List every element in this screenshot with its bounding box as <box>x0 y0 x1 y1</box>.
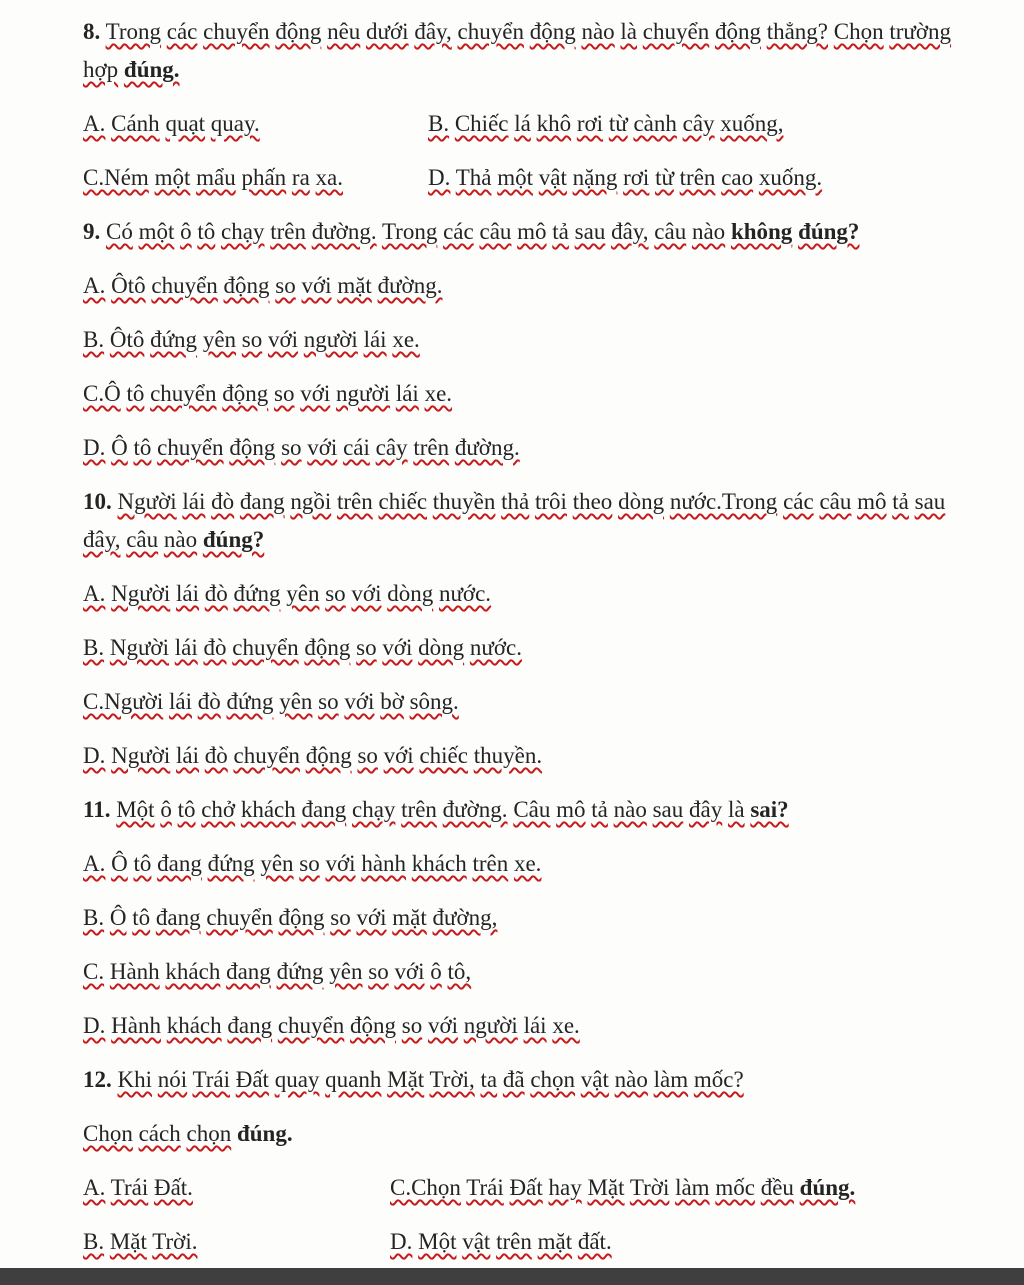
question-11-stem <box>83 791 984 829</box>
question-8-option-a: A. Cánh quạt quay. <box>83 111 260 136</box>
question-10-text: Người lái đò đang ngồi trên chiếc thuyền thả trôi theo dòng nước.Trong các câu mô tả sau đây, câu nào <box>83 489 946 552</box>
question-9-stem <box>83 213 984 251</box>
question-11-text: Một ô tô chở khách đang chạy trên đường. Câu mô tả nào sau đây là <box>116 797 745 822</box>
question-12-option-c-text: C.Chọn Trái Đất hay Mặt Trời làm mốc đều <box>390 1175 794 1200</box>
question-8-option-d: D. Thả một vật nặng rơi từ trên cao xuống. <box>428 165 823 190</box>
question-11-option-b: B. Ô tô đang chuyển động so với mặt đường, <box>83 905 498 930</box>
question-9-option-a: A. Ôtô chuyển động so với mặt đường. <box>83 273 443 298</box>
question-12-stem <box>83 1061 984 1099</box>
question-10 <box>83 483 984 775</box>
question-12-options-row-2 <box>83 1223 984 1261</box>
question-10-keyword: đúng? <box>202 527 265 552</box>
question-12-option-c <box>390 1169 855 1207</box>
question-11 <box>83 791 984 1045</box>
question-8 <box>83 13 984 197</box>
question-10-option-a: A. Người lái đò đứng yên so với dòng nước. <box>83 581 492 606</box>
question-12-options-row-1 <box>83 1169 984 1207</box>
question-8-number: 8. <box>83 19 101 44</box>
bottom-dark-strip <box>0 1268 1024 1285</box>
question-9-option-d: D. Ô tô chuyển động so với cái cây trên đường. <box>83 435 520 460</box>
question-9-option-c: C.Ô tô chuyển động so với người lái xe. <box>83 381 453 406</box>
question-8-option-c: C.Ném một mẩu phấn ra xa. <box>83 165 344 190</box>
question-9-number: 9. <box>83 219 101 244</box>
question-8-text: Trong các chuyển động nêu dưới đây, chuyển động nào là chuyển động thẳng? Chọn trường hợp <box>83 19 952 82</box>
question-10-option-d: D. Người lái đò chuyển động so với chiếc thuyền. <box>83 743 543 768</box>
question-12-instruction-keyword: đúng. <box>236 1121 293 1146</box>
question-12-option-c-keyword: đúng. <box>799 1175 856 1200</box>
question-9-keyword: không đúng? <box>730 219 860 244</box>
question-8-options-row-2 <box>83 159 984 197</box>
question-9-text: Có một ô tô chạy trên đường. Trong các câu mô tả sau đây, câu nào <box>106 219 726 244</box>
question-8-options-row-1 <box>83 105 984 143</box>
question-11-keyword: sai? <box>750 797 789 822</box>
question-8-option-b: B. Chiếc lá khô rơi từ cành cây xuống, <box>428 111 784 136</box>
question-12-text: Khi nói Trái Đất quay quanh Mặt Trời, ta đã chọn vật nào làm mốc? <box>117 1067 744 1092</box>
question-11-number: 11. <box>83 797 111 822</box>
question-12-instruction-text: Chọn cách chọn <box>83 1121 232 1146</box>
question-11-option-d: D. Hành khách đang chuyển động so với người lái xe. <box>83 1013 580 1038</box>
question-11-option-c: C. Hành khách đang đứng yên so với ô tô, <box>83 959 472 984</box>
question-10-option-c: C.Người lái đò đứng yên so với bờ sông. <box>83 689 459 714</box>
question-10-stem <box>83 483 984 559</box>
question-12-option-a: A. Trái Đất. <box>83 1175 193 1200</box>
question-9-option-b: B. Ôtô đứng yên so với người lái xe. <box>83 327 420 352</box>
question-10-number: 10. <box>83 489 112 514</box>
question-12-instruction <box>83 1115 984 1153</box>
question-12-option-b: B. Mặt Trời. <box>83 1229 198 1254</box>
question-8-keyword: đúng. <box>123 57 180 82</box>
question-9 <box>83 213 984 467</box>
question-12 <box>83 1061 984 1261</box>
question-12-option-d: D. Một vật trên mặt đất. <box>390 1229 612 1254</box>
question-12-number: 12. <box>83 1067 112 1092</box>
question-10-option-b: B. Người lái đò chuyển động so với dòng nước. <box>83 635 523 660</box>
question-8-stem <box>83 13 984 89</box>
question-11-option-a: A. Ô tô đang đứng yên so với hành khách trên xe. <box>83 851 542 876</box>
